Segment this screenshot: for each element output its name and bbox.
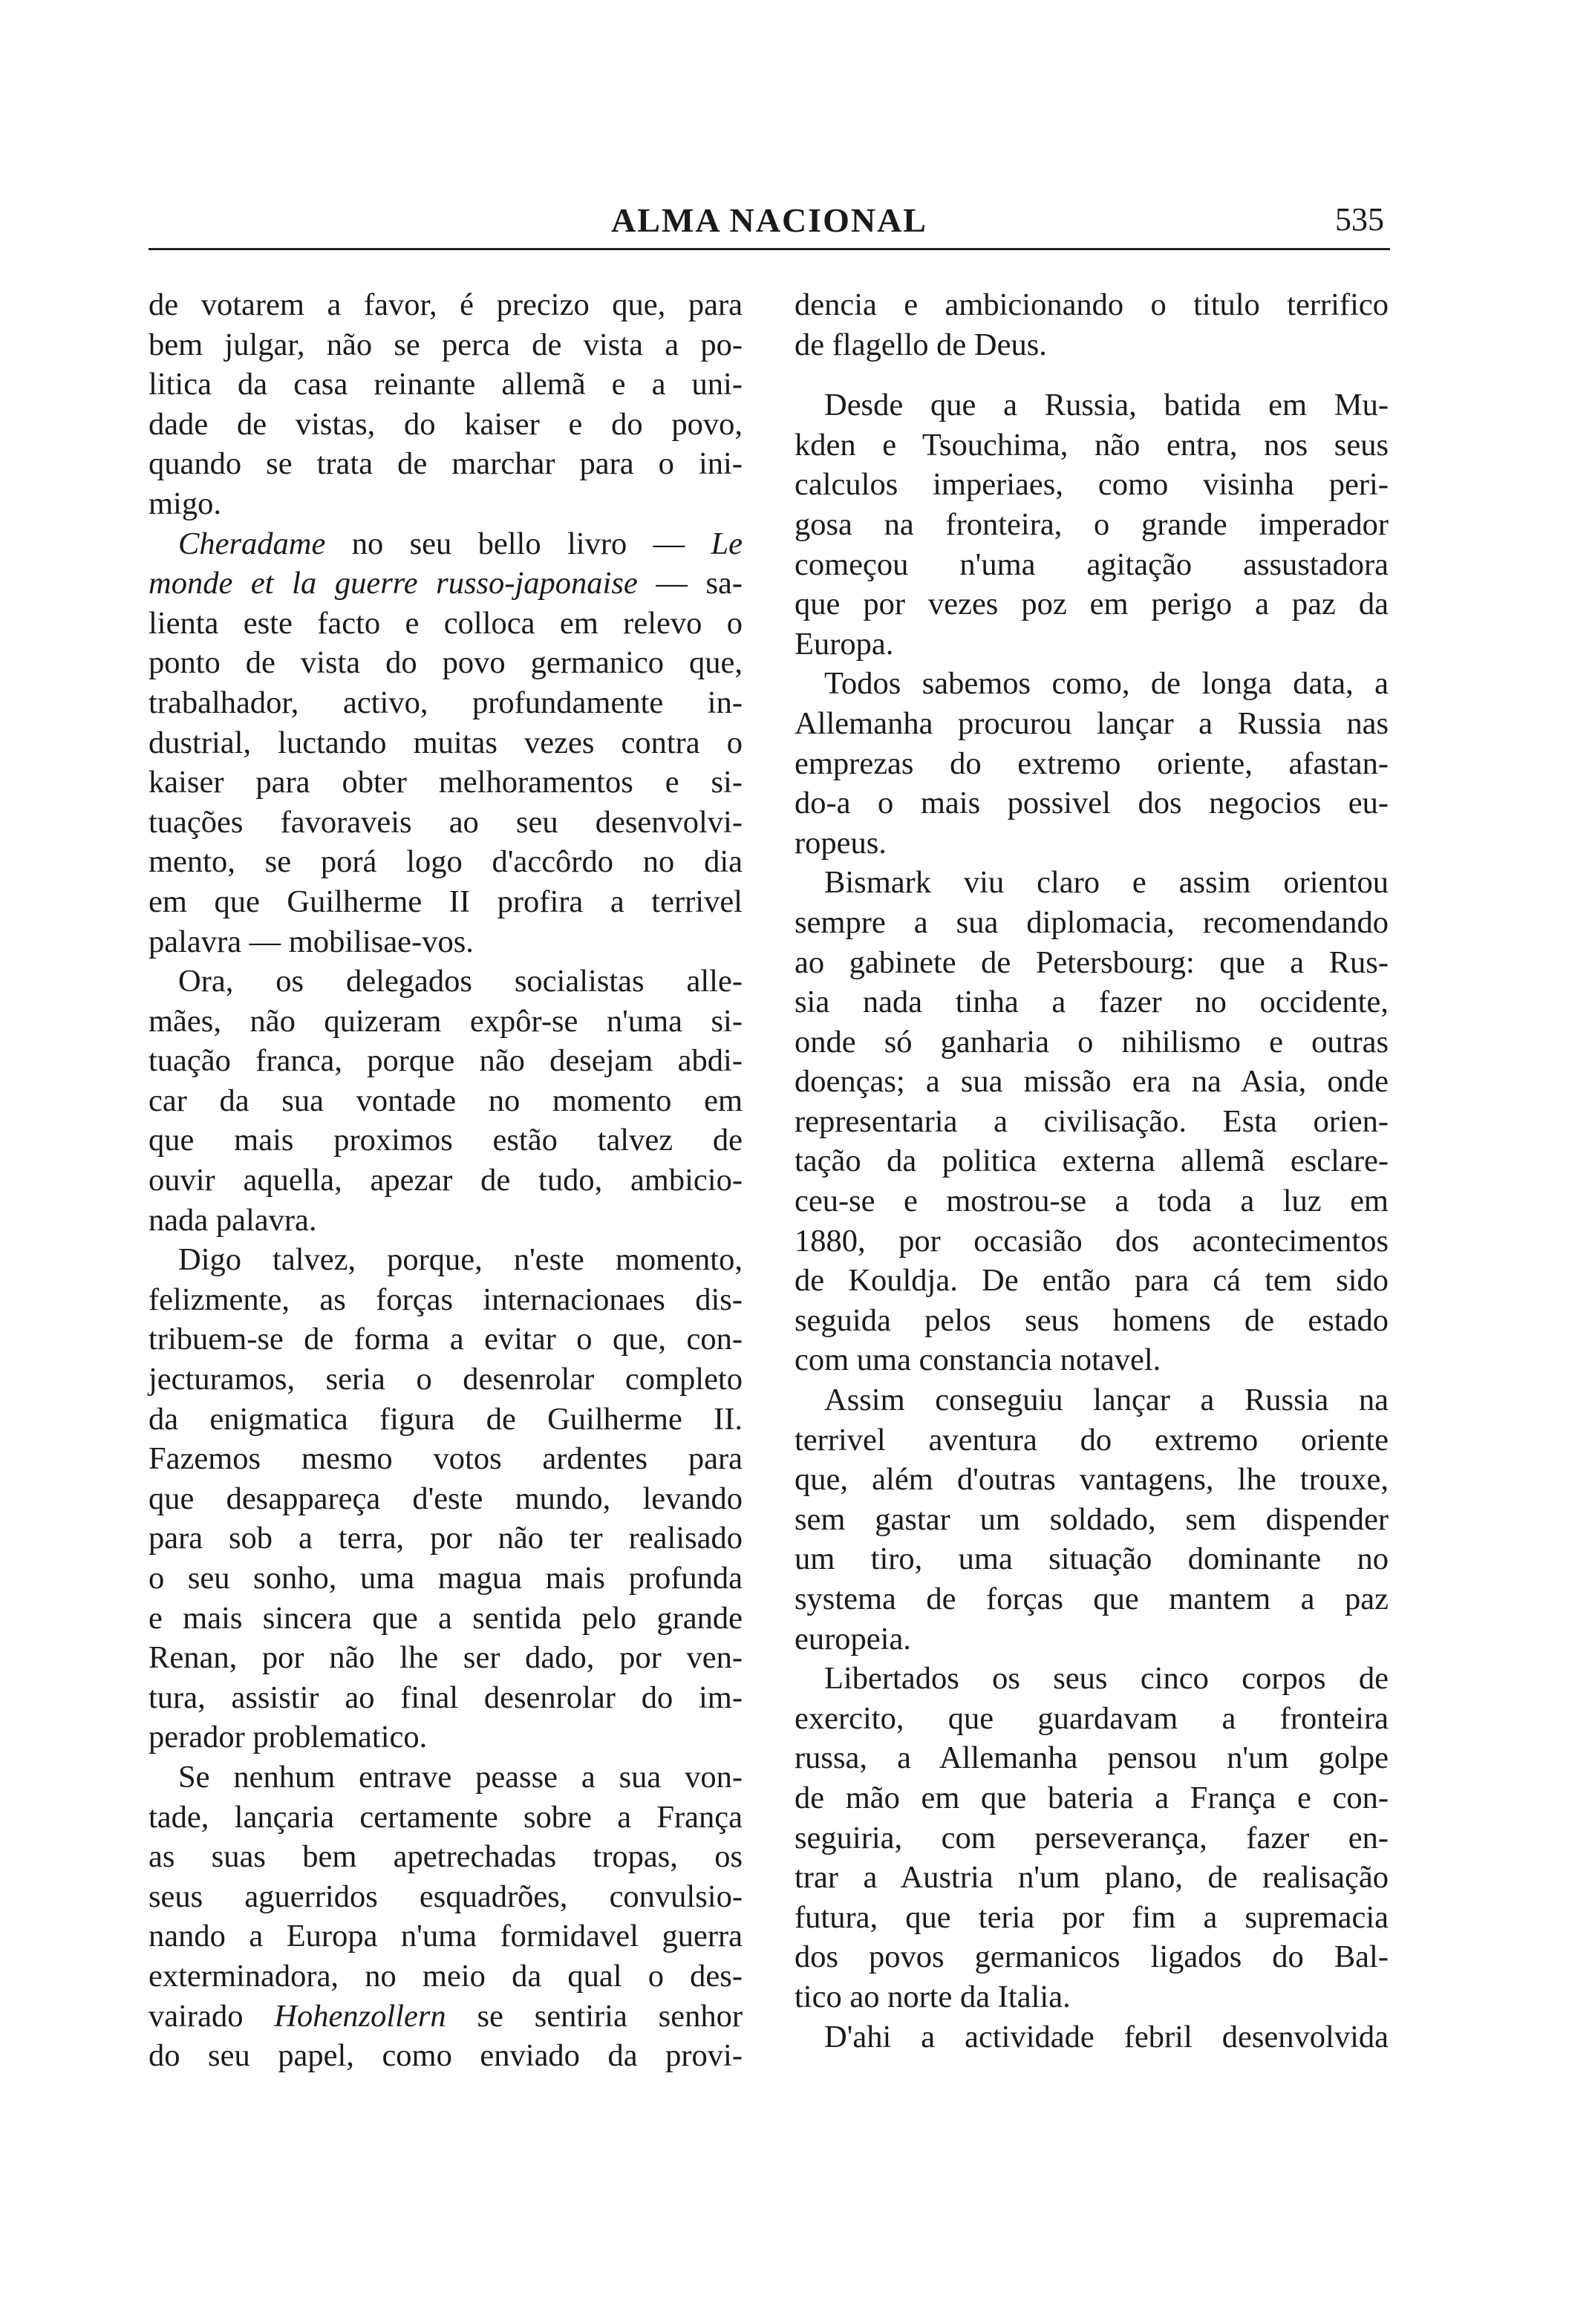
text-line: emprezas do extremo oriente, afastan- [795,745,1389,781]
text-line: nada palavra. [149,1202,317,1238]
text-line: trabalhador, activo, profundamente in- [149,685,743,720]
text-line: quando se trata de marchar para o ini- [149,446,743,482]
text-line: tade, lançaria certamente sobre a França [149,1799,743,1835]
text-line: de votarem a favor, é precizo que, para [149,287,743,322]
text-line: gosa na fronteira, o grande imperador [795,506,1389,542]
text-line: mento, se porá logo d'accôrdo no dia [149,844,743,880]
text-line: Digo talvez, porque, n'este momento, [178,1242,743,1278]
page-number: 535 [1335,201,1384,238]
italic-text: monde et la guerre russo-japonaise [149,566,638,601]
text-line: calculos imperiaes, como visinha peri- [795,467,1389,503]
line-fragment: vairado [149,1998,275,2034]
text-line: tura, assistir ao final desenrolar do im- [149,1680,743,1715]
text-line: litica da casa reinante allemã e a uni- [149,367,743,402]
text-line: de mão em que bateria a França e con- [795,1780,1389,1815]
text-line: car da sua vontade no momento em [149,1083,743,1118]
text-line: doenças; a sua missão era na Asia, onde [795,1064,1389,1100]
text-line: kden e Tsouchima, não entra, nos seus [795,427,1389,463]
text-line: D'ahi a actividade febril desenvolvida [824,2019,1389,2054]
text-line: tico ao norte da Italia. [795,1979,1071,2014]
text-line: trar a Austria n'um plano, de realisação [795,1860,1389,1896]
text-line: Bismark viu claro e assim orientou [824,865,1389,901]
text-line: que por vezes poz em perigo a paz da [795,587,1389,622]
italic-text: Le [711,526,743,561]
text-line: do seu papel, como enviado da provi- [149,2038,743,2074]
text-line: bem julgar, não se perca de vista a po- [149,327,743,362]
text-line: migo. [149,486,221,521]
right-column [795,285,1389,2057]
text-line: de Kouldja. De então para cá tem sido [795,1263,1389,1299]
text-line: e mais sincera que a sentida pelo grande [149,1600,743,1636]
text-line: Desde que a Russia, batida em Mu- [824,388,1389,423]
text-line: onde só ganharia o nihilismo e outras [795,1024,1389,1060]
text-line: dade de vistas, do kaiser e do povo, [149,406,743,442]
text-line: de flagello de Deus. [795,327,1047,362]
text-line: que, além d'outras vantagens, lhe trouxe, [795,1462,1389,1498]
text-line: felizmente, as forças internacionaes dis- [149,1282,743,1317]
text-line: 1880, por occasião dos acontecimentos [795,1223,1389,1259]
text-line: perador problematico. [149,1720,428,1755]
text-line: ropeus. [795,825,887,861]
text-line: Libertados os seus cinco corpos de [824,1661,1389,1697]
text-line: que mais proximos estão talvez de [149,1123,743,1158]
text-line: as suas bem apetrechadas tropas, os [149,1839,743,1875]
header-rule [149,248,1390,250]
text-line: seus aguerridos esquadrões, convulsio- [149,1879,743,1914]
text-line: sem gastar um soldado, sem dispender [795,1501,1389,1537]
text-line: Se nenhum entrave peasse a sua von- [178,1759,743,1795]
text-line: exercito, que guardavam a fronteira [795,1700,1389,1736]
text-line: Renan, por não lhe ser dado, por ven- [149,1640,743,1676]
line-fragment: se sentiria senhor [446,1998,743,2034]
text-line: tuação franca, porque não desejam abdi- [149,1043,743,1079]
text-line: futura, que teria por fim a supremacia [795,1899,1389,1935]
text-line: seguida pelos seus homens de estado [795,1302,1389,1338]
text-line: palavra — mobilisae-vos. [149,924,474,959]
text-line: ao gabinete de Petersbourg: que a Rus- [795,944,1389,980]
text-line: lienta este facto e colloca em relevo o [149,605,743,641]
text-line: Fazemos mesmo votos ardentes para [149,1441,743,1477]
text-line: tação da politica externa allemã esclare- [795,1143,1389,1179]
left-column [149,285,743,2076]
text-line: tribuem-se de forma a evitar o que, con- [149,1322,743,1357]
text-line: systema de forças que mantem a paz [795,1582,1389,1616]
text-line: Allemanha procurou lançar a Russia nas [795,705,1389,741]
text-line: dustrial, luctando muitas vezes contra o [149,725,743,760]
text-line: em que Guilherme II profira a terrivel [149,884,743,919]
text-line [149,564,743,604]
text-line: jecturamos, seria o desenrolar completo [149,1362,743,1397]
text-line: seguiria, com perseverança, fazer en- [795,1820,1389,1855]
text-line: da enigmatica figura de Guilherme II. [149,1401,743,1437]
text-line: o seu sonho, uma magua mais profunda [149,1561,743,1596]
text-line: ouvir aquella, apezar de tudo, ambicio- [149,1163,743,1198]
text-line: dencia e ambicionando o titulo terrifico [795,287,1389,322]
italic-text: Cheradame [178,526,326,561]
text-line: representaria a civilisação. Esta orien- [795,1103,1389,1139]
text-line [149,524,743,564]
text-line: ceu-se e mostrou-se a toda a luz em [795,1184,1389,1219]
text-line: Todos sabemos como, de longa data, a [824,666,1389,702]
text-line: do-a o mais possivel dos negocios eu- [795,786,1389,821]
running-title: ALMA NACIONAL [611,201,927,239]
text-line: terrivel aventura do extremo oriente [795,1422,1389,1458]
line-fragment: — sa- [637,566,743,601]
text-line: dos povos germanicos ligados do Bal- [795,1939,1389,1975]
text-line: nando a Europa n'uma formidavel guerra [149,1919,743,1954]
text-line: kaiser para obter melhoramentos e si- [149,765,743,800]
text-line: exterminadora, no meio da qual o des- [149,1958,743,1994]
line-fragment: no seu bello livro — [325,526,711,561]
text-line: que desappareça d'este mundo, levando [149,1481,743,1516]
text-line: um tiro, uma situação dominante no [795,1541,1389,1577]
italic-text: Hohenzollern [274,1998,446,2034]
page-header [149,192,1390,251]
text-line: sia nada tinha a fazer no occidente, [795,985,1389,1020]
text-line: Ora, os delegados socialistas alle- [178,964,743,999]
text-line: Europa. [795,626,894,662]
text-line: europeia. [795,1621,911,1656]
text-line: Assim conseguiu lançar a Russia na [824,1383,1389,1418]
text-line: começou n'uma agitação assustadora [795,546,1389,582]
text-line: tuações favoraveis ao seu desenvolvi- [149,804,743,840]
text-line [149,1997,743,2037]
text-line: sempre a sua diplomacia, recomendando [795,904,1389,940]
text-line: mães, não quizeram expôr-se n'uma si- [149,1003,743,1039]
text-line: com uma constancia notavel. [795,1342,1161,1378]
text-line: para sob a terra, por não ter realisado [149,1521,743,1556]
text-line: russa, a Allemanha pensou n'um golpe [795,1740,1389,1776]
text-line: ponto de vista do povo germanico que, [149,645,743,681]
